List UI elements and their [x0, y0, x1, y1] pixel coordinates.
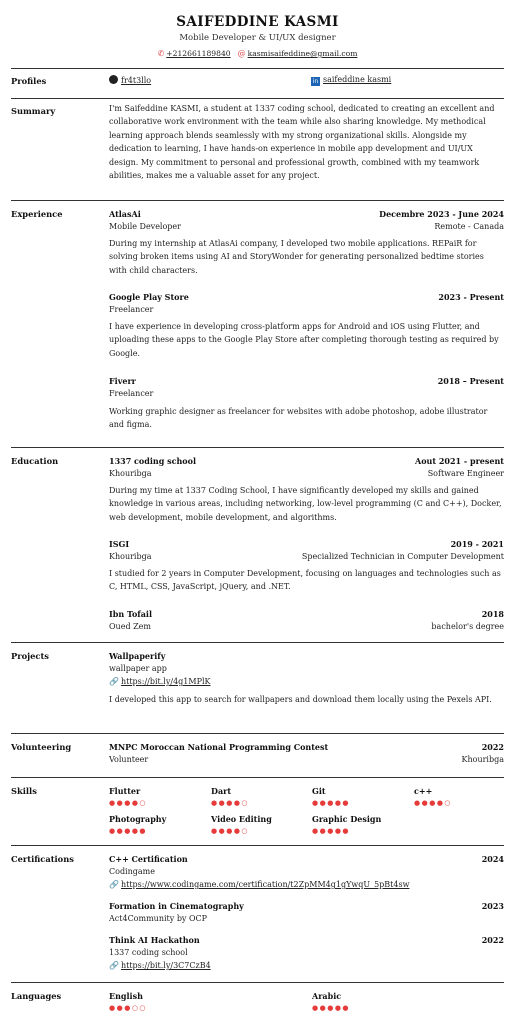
- role: Mobile Developer: [109, 222, 181, 231]
- section-label: Profiles: [11, 76, 47, 86]
- languages-section: [11, 982, 504, 1025]
- cert-link[interactable]: 🔗 https://bit.ly/3C7CzB4: [109, 961, 211, 970]
- profiles-row: [109, 75, 504, 85]
- place: Khouribga: [109, 469, 152, 478]
- section-label: Certifications: [11, 854, 74, 864]
- company-name: Google Play Store: [109, 292, 189, 302]
- company-name: AtlasAi: [109, 209, 141, 219]
- school-name: 1337 coding school: [109, 456, 196, 466]
- skill-name: Photography: [109, 814, 167, 824]
- language-level: ●●●●●: [312, 1004, 351, 1012]
- section-label: Skills: [11, 786, 37, 796]
- company-name: Fiverr: [109, 376, 136, 386]
- volunteer-event: MNPC Moroccan National Programming Contest: [109, 742, 329, 752]
- experience-section: [11, 200, 504, 445]
- project-subtitle: wallpaper app: [109, 664, 167, 673]
- link-icon: 🔗: [109, 677, 119, 686]
- email-link[interactable]: kasmisaifeddine@gmail.com: [247, 49, 358, 58]
- certifications-section: [11, 845, 504, 982]
- role: Freelancer: [109, 389, 154, 398]
- header: [0, 0, 515, 58]
- section-label: Education: [11, 456, 59, 466]
- year: 2023: [481, 901, 504, 911]
- date-range: 2018: [481, 609, 504, 619]
- cert-name: Think AI Hackathon: [109, 935, 200, 945]
- github-profile[interactable]: fr4t3llo: [109, 76, 151, 85]
- skill-name: Graphic Design: [312, 814, 382, 824]
- skill-name: Video Editing: [211, 814, 272, 824]
- description: I studied for 2 years in Computer Development, focusing on languages and technologies such as C, HTML, CSS, JavaScript, jQuery, and .NET.: [109, 569, 501, 592]
- linkedin-icon: in: [312, 78, 319, 85]
- profiles-section: [11, 68, 504, 101]
- phone-icon: ✆: [157, 49, 165, 58]
- volunteering-section: [11, 733, 504, 778]
- skill-name: Flutter: [109, 786, 141, 796]
- issuer: Codingame: [109, 867, 155, 876]
- year: 2024: [481, 854, 504, 864]
- skill-level: ●●●●○: [109, 799, 148, 807]
- skill-level: ●●●●○: [211, 827, 250, 835]
- school-name: Ibn Tofail: [109, 609, 153, 619]
- date-range: Decembre 2023 - June 2024: [379, 209, 504, 219]
- date-range: 2023 - Present: [438, 292, 504, 302]
- at-icon: @: [237, 49, 246, 58]
- summary-section: [11, 98, 504, 195]
- skill-name: Dart: [211, 786, 232, 796]
- education-item: [109, 539, 504, 549]
- cert-name: Formation in Cinematography: [109, 901, 244, 911]
- section-label: Volunteering: [11, 742, 72, 752]
- project-name: Wallpaperify: [109, 651, 166, 661]
- section-label: Languages: [11, 991, 62, 1001]
- full-name: SAIFEDDINE KASMI: [176, 14, 339, 30]
- degree: Software Engineer: [427, 469, 504, 478]
- contact-line: [0, 49, 515, 58]
- issuer: 1337 coding school: [109, 948, 188, 957]
- skill-name: c++: [414, 786, 433, 796]
- year: 2022: [481, 742, 504, 752]
- volunteer-role: Volunteer: [109, 755, 149, 764]
- github-icon: [109, 75, 118, 84]
- description: I developed this app to search for wallpapers and download them locally using the Pexels API.: [109, 695, 492, 704]
- skill-level: ●●●●●: [312, 799, 351, 807]
- year: 2022: [481, 935, 504, 945]
- section-label: Summary: [11, 106, 56, 116]
- skill-name: Git: [312, 786, 326, 796]
- linkedin-profile[interactable]: in saifeddine kasmi: [312, 75, 392, 85]
- description: During my time at 1337 Coding School, I have significantly developed my skills and gained knowledge in various areas, including networking, low-level programming (C and C++), Docker, web development, mobile development, and algorithms.: [109, 486, 502, 522]
- phone-link[interactable]: +212661189840: [166, 49, 231, 58]
- description: Working graphic designer as freelancer for websites with adobe photoshop, adobe illustrator and figma.: [109, 407, 488, 430]
- link-icon: 🔗: [109, 880, 119, 889]
- place: Khouribga: [461, 755, 504, 764]
- role: Freelancer: [109, 305, 154, 314]
- section-label: Projects: [11, 651, 49, 661]
- education-item: [109, 456, 504, 466]
- date-range: Aout 2021 - present: [415, 456, 504, 466]
- projects-section: [11, 642, 504, 733]
- link-icon: 🔗: [109, 961, 119, 970]
- description: I have experience in developing cross-platform apps for Android and iOS using Flutter, and uploading these apps to the Google Play Store after completing thorough testing as required by Google.: [109, 322, 499, 358]
- description: During my internship at AtlasAi company, I developed two mobile applications. REPaiR for solving broken items using AI and StoryWonder for generating personalized bedtime stories with child characters.: [109, 239, 484, 275]
- place: Oued Zem: [109, 622, 151, 631]
- skill-level: ●●●●○: [211, 799, 250, 807]
- place: Khouribga: [109, 552, 152, 561]
- location: Remote - Canada: [434, 222, 504, 231]
- experience-item: [109, 376, 504, 386]
- cert-link[interactable]: 🔗 https://www.codingame.com/certification/t2ZpMM4g1gYwqU_5pBt4sw: [109, 880, 410, 889]
- job-title: Mobile Developer & UI/UX designer: [179, 33, 336, 43]
- education-item: [109, 609, 504, 619]
- school-name: ISGI: [109, 539, 130, 549]
- degree: Specialized Technician in Computer Development: [301, 552, 504, 561]
- skill-level: ●●●●●: [312, 827, 351, 835]
- section-label: Experience: [11, 209, 63, 219]
- summary-text: I'm Saifeddine KASMI, a student at 1337 coding school, dedicated to creating an excellent and collaborative work environment with the team while also sharing knowledge. My methodical learning approach blends seamlessly with my strong organizational skills. Alongside my dedication to learning, I have hands-on experience in mobile app development and UI/UX design. My commitment to personal and professional growth, combined with my teamwork abilities, makes me a valuable asset for any project.: [109, 104, 495, 181]
- date-range: 2019 - 2021: [450, 539, 504, 549]
- date-range: 2018 – Present: [437, 376, 504, 386]
- experience-item: [109, 209, 504, 219]
- skill-level: ●●●●●: [109, 827, 148, 835]
- issuer: Act4Community by OCP: [109, 914, 208, 923]
- education-section: [11, 447, 504, 643]
- skill-level: ●●●●○: [414, 799, 453, 807]
- degree: bachelor's degree: [431, 622, 504, 631]
- language-name: English: [109, 991, 143, 1001]
- skills-section: [11, 777, 504, 846]
- experience-item: [109, 292, 504, 302]
- project-link[interactable]: 🔗 https://bit.ly/4g1MPlK: [109, 677, 211, 686]
- language-name: Arabic: [312, 991, 342, 1001]
- language-level: ●●●○○: [109, 1004, 148, 1012]
- cert-name: C++ Certification: [109, 854, 188, 864]
